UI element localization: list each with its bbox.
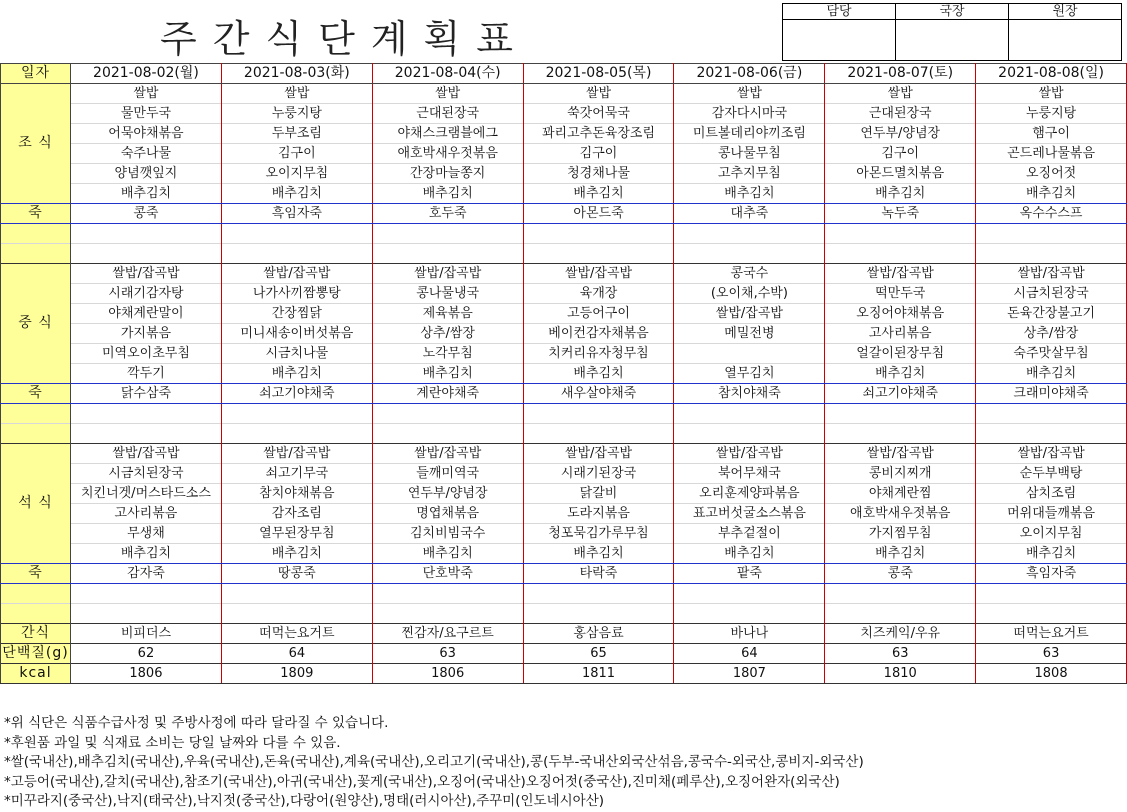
menu-cell: 콩나물무침 bbox=[674, 144, 825, 164]
table-row bbox=[1, 564, 1127, 584]
menu-cell: 오징어젓 bbox=[976, 164, 1127, 184]
menu-cell: 미역오이초무침 bbox=[70, 344, 221, 364]
menu-cell: 햄구이 bbox=[976, 124, 1127, 144]
menu-cell: 순두부백탕 bbox=[976, 464, 1127, 484]
porridge-cell: 콩죽 bbox=[825, 564, 976, 584]
porridge-label: 죽 bbox=[1, 204, 71, 224]
menu-cell: 꽈리고추돈육장조림 bbox=[523, 124, 674, 144]
menu-cell: 감자다시마국 bbox=[674, 104, 825, 124]
menu-cell: 배추김치 bbox=[523, 544, 674, 564]
menu-cell: 떡만두국 bbox=[825, 284, 976, 304]
menu-cell: 고추지무침 bbox=[674, 164, 825, 184]
menu-cell: 쌀밥/잡곡밥 bbox=[976, 444, 1127, 464]
blank-cell bbox=[825, 604, 976, 624]
menu-cell: 돈육간장불고기 bbox=[976, 304, 1127, 324]
menu-cell: 북어무채국 bbox=[674, 464, 825, 484]
menu-cell: 상추/쌈장 bbox=[976, 324, 1127, 344]
menu-cell: 부추겉절이 bbox=[674, 524, 825, 544]
snack-cell: 떠먹는요거트 bbox=[221, 624, 372, 644]
menu-cell: 오이지무침 bbox=[976, 524, 1127, 544]
menu-cell: 깍두기 bbox=[70, 364, 221, 384]
table-row bbox=[1, 584, 1127, 604]
porridge-cell: 새우살야채죽 bbox=[523, 384, 674, 404]
menu-cell: 배추김치 bbox=[221, 364, 372, 384]
porridge-label: 죽 bbox=[1, 384, 71, 404]
blank-cell bbox=[523, 584, 674, 604]
approval-label-staff: 담당 bbox=[783, 4, 896, 20]
menu-cell: 쌀밥 bbox=[674, 84, 825, 104]
menu-cell: 시금치된장국 bbox=[976, 284, 1127, 304]
table-row bbox=[1, 604, 1127, 624]
blank-cell bbox=[825, 244, 976, 264]
menu-cell: 표고버섯굴소스볶음 bbox=[674, 504, 825, 524]
approval-label-director: 국장 bbox=[896, 4, 1009, 20]
lunch-label: 중 식 bbox=[1, 264, 71, 384]
menu-cell: 쌀밥 bbox=[523, 84, 674, 104]
menu-cell: 고사리볶음 bbox=[825, 324, 976, 344]
menu-cell: 쌀밥/잡곡밥 bbox=[523, 264, 674, 284]
menu-cell: 고사리볶음 bbox=[70, 504, 221, 524]
blank-cell bbox=[976, 244, 1127, 264]
protein-cell: 63 bbox=[372, 644, 523, 664]
weekly-menu-table bbox=[0, 63, 1127, 684]
menu-cell: 쌀밥/잡곡밥 bbox=[372, 444, 523, 464]
menu-cell: 쇠고기무국 bbox=[221, 464, 372, 484]
menu-cell: 아몬드멸치볶음 bbox=[825, 164, 976, 184]
blank-cell bbox=[976, 224, 1127, 244]
porridge-cell: 콩죽 bbox=[70, 204, 221, 224]
menu-cell: 배추김치 bbox=[70, 184, 221, 204]
menu-cell: 쌀밥/잡곡밥 bbox=[70, 444, 221, 464]
menu-cell: 물만두국 bbox=[70, 104, 221, 124]
menu-cell: 가지볶음 bbox=[70, 324, 221, 344]
menu-cell: 삼치조림 bbox=[976, 484, 1127, 504]
table-row bbox=[1, 284, 1127, 304]
menu-cell: 쌀밥 bbox=[976, 84, 1127, 104]
menu-cell: 쌀밥/잡곡밥 bbox=[221, 264, 372, 284]
menu-cell: 콩국수 bbox=[674, 264, 825, 284]
menu-cell: 배추김치 bbox=[825, 184, 976, 204]
menu-cell: 쌀밥/잡곡밥 bbox=[372, 264, 523, 284]
blank-cell bbox=[372, 224, 523, 244]
menu-cell: 배추김치 bbox=[976, 364, 1127, 384]
menu-cell: 쌀밥/잡곡밥 bbox=[70, 264, 221, 284]
date-header: 2021-08-04(수) bbox=[372, 64, 523, 84]
menu-cell: 상추/쌈장 bbox=[372, 324, 523, 344]
menu-cell: 애호박새우젓볶음 bbox=[825, 504, 976, 524]
porridge-cell: 아몬드죽 bbox=[523, 204, 674, 224]
snack-cell: 찐감자/요구르트 bbox=[372, 624, 523, 644]
protein-cell: 62 bbox=[70, 644, 221, 664]
table-row bbox=[1, 484, 1127, 504]
table-row bbox=[1, 544, 1127, 564]
table-row bbox=[1, 364, 1127, 384]
table-row bbox=[1, 444, 1127, 464]
menu-cell: 누룽지탕 bbox=[221, 104, 372, 124]
menu-cell: 쑥갓어묵국 bbox=[523, 104, 674, 124]
menu-cell: 배추김치 bbox=[372, 184, 523, 204]
menu-cell: 김구이 bbox=[523, 144, 674, 164]
menu-cell: 배추김치 bbox=[523, 364, 674, 384]
blank-cell bbox=[70, 224, 221, 244]
porridge-cell: 흑임자죽 bbox=[221, 204, 372, 224]
blank-cell bbox=[372, 244, 523, 264]
menu-cell: 쌀밥 bbox=[70, 84, 221, 104]
menu-cell: 쌀밥/잡곡밥 bbox=[523, 444, 674, 464]
blank-cell bbox=[221, 224, 372, 244]
note-line: *고등어(국내산),갈치(국내산),참조기(국내산),아귀(국내산),꽃게(국내산),오징어(국내산)오징어젓(중국산),진미채(페루산),오징어완자(외국산) bbox=[4, 773, 840, 790]
menu-cell: 노각무침 bbox=[372, 344, 523, 364]
menu-cell: 쌀밥 bbox=[825, 84, 976, 104]
blank-cell bbox=[70, 604, 221, 624]
blank-cell bbox=[825, 424, 976, 444]
menu-cell: 오이지무침 bbox=[221, 164, 372, 184]
menu-cell: 쌀밥 bbox=[221, 84, 372, 104]
table-row bbox=[1, 664, 1127, 684]
menu-cell: 치킨너겟/머스타드소스 bbox=[70, 484, 221, 504]
kcal-cell: 1809 bbox=[221, 664, 372, 684]
menu-cell: 곤드레나물볶음 bbox=[976, 144, 1127, 164]
table-row bbox=[1, 644, 1127, 664]
note-line: *위 식단은 식품수급사정 및 주방사정에 따라 달라질 수 있습니다. bbox=[4, 715, 389, 731]
menu-cell: 연두부/양념장 bbox=[372, 484, 523, 504]
table-row bbox=[1, 224, 1127, 244]
menu-cell: 도라지볶음 bbox=[523, 504, 674, 524]
date-header: 2021-08-05(목) bbox=[523, 64, 674, 84]
porridge-cell: 타락죽 bbox=[523, 564, 674, 584]
date-header: 2021-08-03(화) bbox=[221, 64, 372, 84]
blank-cell bbox=[221, 604, 372, 624]
menu-cell: 시금치된장국 bbox=[70, 464, 221, 484]
menu-cell: 쌀밥/잡곡밥 bbox=[674, 444, 825, 464]
table-row bbox=[1, 384, 1127, 404]
blank-cell bbox=[372, 404, 523, 424]
label-blank bbox=[1, 404, 71, 424]
table-row bbox=[1, 124, 1127, 144]
menu-cell: 머위대들깨볶음 bbox=[976, 504, 1127, 524]
menu-cell: 시래기된장국 bbox=[523, 464, 674, 484]
table-row bbox=[1, 144, 1127, 164]
menu-cell: 얼갈이된장무침 bbox=[825, 344, 976, 364]
snack-cell: 떠먹는요거트 bbox=[976, 624, 1127, 644]
blank-cell bbox=[70, 584, 221, 604]
date-label: 일자 bbox=[1, 64, 71, 84]
dinner-label: 석 식 bbox=[1, 444, 71, 564]
menu-cell: 가지찜무침 bbox=[825, 524, 976, 544]
menu-cell: 시래기감자탕 bbox=[70, 284, 221, 304]
menu-cell: 연두부/양념장 bbox=[825, 124, 976, 144]
menu-cell: 고등어구이 bbox=[523, 304, 674, 324]
blank-cell bbox=[976, 584, 1127, 604]
menu-cell: 닭갈비 bbox=[523, 484, 674, 504]
blank-cell bbox=[221, 244, 372, 264]
table-row bbox=[1, 404, 1127, 424]
porridge-cell: 계란야채죽 bbox=[372, 384, 523, 404]
menu-cell: 오리훈제양파볶음 bbox=[674, 484, 825, 504]
blank-cell bbox=[523, 424, 674, 444]
menu-cell: 열무된장무침 bbox=[221, 524, 372, 544]
menu-cell: 베이컨감자채볶음 bbox=[523, 324, 674, 344]
menu-cell: 김구이 bbox=[221, 144, 372, 164]
table-row bbox=[1, 184, 1127, 204]
table-row bbox=[1, 424, 1127, 444]
menu-cell: 어묵야채볶음 bbox=[70, 124, 221, 144]
menu-cell: 콩나물냉국 bbox=[372, 284, 523, 304]
menu-cell: 근대된장국 bbox=[372, 104, 523, 124]
menu-cell: 두부조림 bbox=[221, 124, 372, 144]
snack-cell: 치즈케익/우유 bbox=[825, 624, 976, 644]
menu-cell: 들깨미역국 bbox=[372, 464, 523, 484]
blank-cell bbox=[674, 244, 825, 264]
menu-cell: (오이채,수박) bbox=[674, 284, 825, 304]
table-row bbox=[1, 304, 1127, 324]
blank-cell bbox=[674, 604, 825, 624]
protein-cell: 63 bbox=[825, 644, 976, 664]
menu-cell: 청경채나물 bbox=[523, 164, 674, 184]
note-line: *미꾸라지(중국산),낙지(태국산),낙지젓(중국산),다랑어(원양산),명태(러시아산),주꾸미(인도네시아산) bbox=[4, 793, 605, 810]
kcal-cell: 1807 bbox=[674, 664, 825, 684]
table-row bbox=[1, 504, 1127, 524]
date-header: 2021-08-08(일) bbox=[976, 64, 1127, 84]
porridge-cell: 크래미야채죽 bbox=[976, 384, 1127, 404]
approval-label-head: 원장 bbox=[1009, 4, 1122, 20]
blank-cell bbox=[825, 584, 976, 604]
table-row bbox=[1, 64, 1127, 84]
table-row bbox=[1, 204, 1127, 224]
blank-cell bbox=[523, 224, 674, 244]
protein-cell: 65 bbox=[523, 644, 674, 664]
menu-cell: 열무김치 bbox=[674, 364, 825, 384]
menu-cell: 메밀전병 bbox=[674, 324, 825, 344]
blank-cell bbox=[70, 404, 221, 424]
table-row bbox=[1, 344, 1127, 364]
snack-cell: 바나나 bbox=[674, 624, 825, 644]
menu-cell: 쌀밥/잡곡밥 bbox=[825, 444, 976, 464]
blank-cell bbox=[825, 224, 976, 244]
menu-cell: 숙주맛살무침 bbox=[976, 344, 1127, 364]
menu-cell: 배추김치 bbox=[221, 544, 372, 564]
menu-cell: 감자조림 bbox=[221, 504, 372, 524]
menu-cell: 배추김치 bbox=[825, 364, 976, 384]
table-row bbox=[1, 624, 1127, 644]
menu-cell: 야채계란말이 bbox=[70, 304, 221, 324]
menu-cell: 청포묵김가루무침 bbox=[523, 524, 674, 544]
menu-cell: 나가사끼짬뽕탕 bbox=[221, 284, 372, 304]
porridge-cell: 쇠고기야채죽 bbox=[825, 384, 976, 404]
menu-cell: 배추김치 bbox=[70, 544, 221, 564]
label-blank bbox=[1, 584, 71, 604]
blank-cell bbox=[674, 404, 825, 424]
menu-cell: 배추김치 bbox=[976, 544, 1127, 564]
porridge-cell: 감자죽 bbox=[70, 564, 221, 584]
menu-cell: 무생채 bbox=[70, 524, 221, 544]
menu-cell: 육개장 bbox=[523, 284, 674, 304]
menu-cell: 배추김치 bbox=[825, 544, 976, 564]
approval-sign-head[interactable] bbox=[1009, 20, 1122, 61]
menu-cell: 참치야채볶음 bbox=[221, 484, 372, 504]
menu-cell: 간장마늘쫑지 bbox=[372, 164, 523, 184]
menu-cell: 배추김치 bbox=[372, 364, 523, 384]
blank-cell bbox=[70, 244, 221, 264]
table-row bbox=[1, 264, 1127, 284]
menu-cell: 양념깻잎지 bbox=[70, 164, 221, 184]
snack-cell: 비피더스 bbox=[70, 624, 221, 644]
menu-cell: 야채계란찜 bbox=[825, 484, 976, 504]
porridge-cell: 호두죽 bbox=[372, 204, 523, 224]
blank-cell bbox=[976, 404, 1127, 424]
porridge-label: 죽 bbox=[1, 564, 71, 584]
kcal-cell: 1810 bbox=[825, 664, 976, 684]
menu-cell: 치커리유자청무침 bbox=[523, 344, 674, 364]
label-blank bbox=[1, 424, 71, 444]
porridge-cell: 쇠고기야채죽 bbox=[221, 384, 372, 404]
menu-cell: 오징어야채볶음 bbox=[825, 304, 976, 324]
date-header: 2021-08-02(월) bbox=[70, 64, 221, 84]
menu-cell: 배추김치 bbox=[976, 184, 1127, 204]
label-blank bbox=[1, 244, 71, 264]
approval-sign-director[interactable] bbox=[896, 20, 1009, 61]
blank-cell bbox=[523, 404, 674, 424]
kcal-cell: 1806 bbox=[70, 664, 221, 684]
approval-sign-staff[interactable] bbox=[783, 20, 896, 61]
menu-cell: 배추김치 bbox=[674, 544, 825, 564]
porridge-cell: 닭수삼죽 bbox=[70, 384, 221, 404]
kcal-cell: 1806 bbox=[372, 664, 523, 684]
menu-cell: 쌀밥/잡곡밥 bbox=[976, 264, 1127, 284]
menu-cell: 쌀밥/잡곡밥 bbox=[674, 304, 825, 324]
porridge-cell: 땅콩죽 bbox=[221, 564, 372, 584]
menu-cell: 숙주나물 bbox=[70, 144, 221, 164]
note-line: *후원품 과일 및 식재료 소비는 당일 날짜와 다를 수 있음. bbox=[4, 734, 341, 751]
menu-cell: 김치비빔국수 bbox=[372, 524, 523, 544]
snack-label: 간식 bbox=[1, 624, 71, 644]
blank-cell bbox=[221, 404, 372, 424]
porridge-cell: 팥죽 bbox=[674, 564, 825, 584]
blank-cell bbox=[372, 584, 523, 604]
menu-cell: 야채스크램블에그 bbox=[372, 124, 523, 144]
blank-cell bbox=[976, 604, 1127, 624]
blank-cell bbox=[674, 224, 825, 244]
table-row bbox=[1, 84, 1127, 104]
porridge-cell: 옥수수스프 bbox=[976, 204, 1127, 224]
menu-cell: 미니새송이버섯볶음 bbox=[221, 324, 372, 344]
blank-cell bbox=[372, 424, 523, 444]
kcal-label: kcal bbox=[1, 664, 71, 684]
porridge-cell: 단호박죽 bbox=[372, 564, 523, 584]
menu-cell: 근대된장국 bbox=[825, 104, 976, 124]
page-title: 주간식단계획표 bbox=[160, 17, 529, 61]
menu-cell: 콩비지찌개 bbox=[825, 464, 976, 484]
table-row bbox=[1, 324, 1127, 344]
date-header: 2021-08-06(금) bbox=[674, 64, 825, 84]
label-blank bbox=[1, 224, 71, 244]
porridge-cell: 녹두죽 bbox=[825, 204, 976, 224]
menu-cell: 배추김치 bbox=[674, 184, 825, 204]
menu-cell: 배추김치 bbox=[523, 184, 674, 204]
label-blank bbox=[1, 604, 71, 624]
menu-cell: 쌀밥/잡곡밥 bbox=[825, 264, 976, 284]
menu-cell: 제육볶음 bbox=[372, 304, 523, 324]
menu-cell: 쌀밥/잡곡밥 bbox=[221, 444, 372, 464]
menu-cell: 시금치나물 bbox=[221, 344, 372, 364]
menu-cell: 배추김치 bbox=[221, 184, 372, 204]
snack-cell: 홍삼음료 bbox=[523, 624, 674, 644]
protein-cell: 64 bbox=[221, 644, 372, 664]
menu-cell: 명엽채볶음 bbox=[372, 504, 523, 524]
protein-cell: 63 bbox=[976, 644, 1127, 664]
porridge-cell: 참치야채죽 bbox=[674, 384, 825, 404]
blank-cell bbox=[221, 584, 372, 604]
blank-cell bbox=[372, 604, 523, 624]
menu-cell bbox=[674, 344, 825, 364]
table-row bbox=[1, 244, 1127, 264]
table-row bbox=[1, 524, 1127, 544]
blank-cell bbox=[976, 424, 1127, 444]
menu-cell: 쌀밥 bbox=[372, 84, 523, 104]
menu-cell: 배추김치 bbox=[372, 544, 523, 564]
blank-cell bbox=[221, 424, 372, 444]
menu-cell: 미트볼데리야끼조림 bbox=[674, 124, 825, 144]
table-row bbox=[1, 464, 1127, 484]
table-row bbox=[1, 104, 1127, 124]
blank-cell bbox=[674, 584, 825, 604]
blank-cell bbox=[825, 404, 976, 424]
protein-label: 단백질(g) bbox=[1, 644, 71, 664]
menu-cell: 누룽지탕 bbox=[976, 104, 1127, 124]
breakfast-label: 조 식 bbox=[1, 84, 71, 204]
blank-cell bbox=[523, 604, 674, 624]
kcal-cell: 1811 bbox=[523, 664, 674, 684]
menu-cell: 간장찜닭 bbox=[221, 304, 372, 324]
menu-cell: 애호박새우젓볶음 bbox=[372, 144, 523, 164]
date-header: 2021-08-07(토) bbox=[825, 64, 976, 84]
blank-cell bbox=[70, 424, 221, 444]
porridge-cell: 흑임자죽 bbox=[976, 564, 1127, 584]
table-row bbox=[1, 164, 1127, 184]
notes bbox=[4, 714, 864, 812]
note-line: *쌀(국내산),배추김치(국내산),우육(국내산),돈육(국내산),계육(국내산),오리고기(국내산),콩(두부-국내산외국산섞음,콩국수-외국산,콩비지-외국산) bbox=[4, 754, 864, 771]
blank-cell bbox=[674, 424, 825, 444]
protein-cell: 64 bbox=[674, 644, 825, 664]
porridge-cell: 대추죽 bbox=[674, 204, 825, 224]
kcal-cell: 1808 bbox=[976, 664, 1127, 684]
menu-cell: 김구이 bbox=[825, 144, 976, 164]
approval-box bbox=[782, 3, 1122, 61]
blank-cell bbox=[523, 244, 674, 264]
